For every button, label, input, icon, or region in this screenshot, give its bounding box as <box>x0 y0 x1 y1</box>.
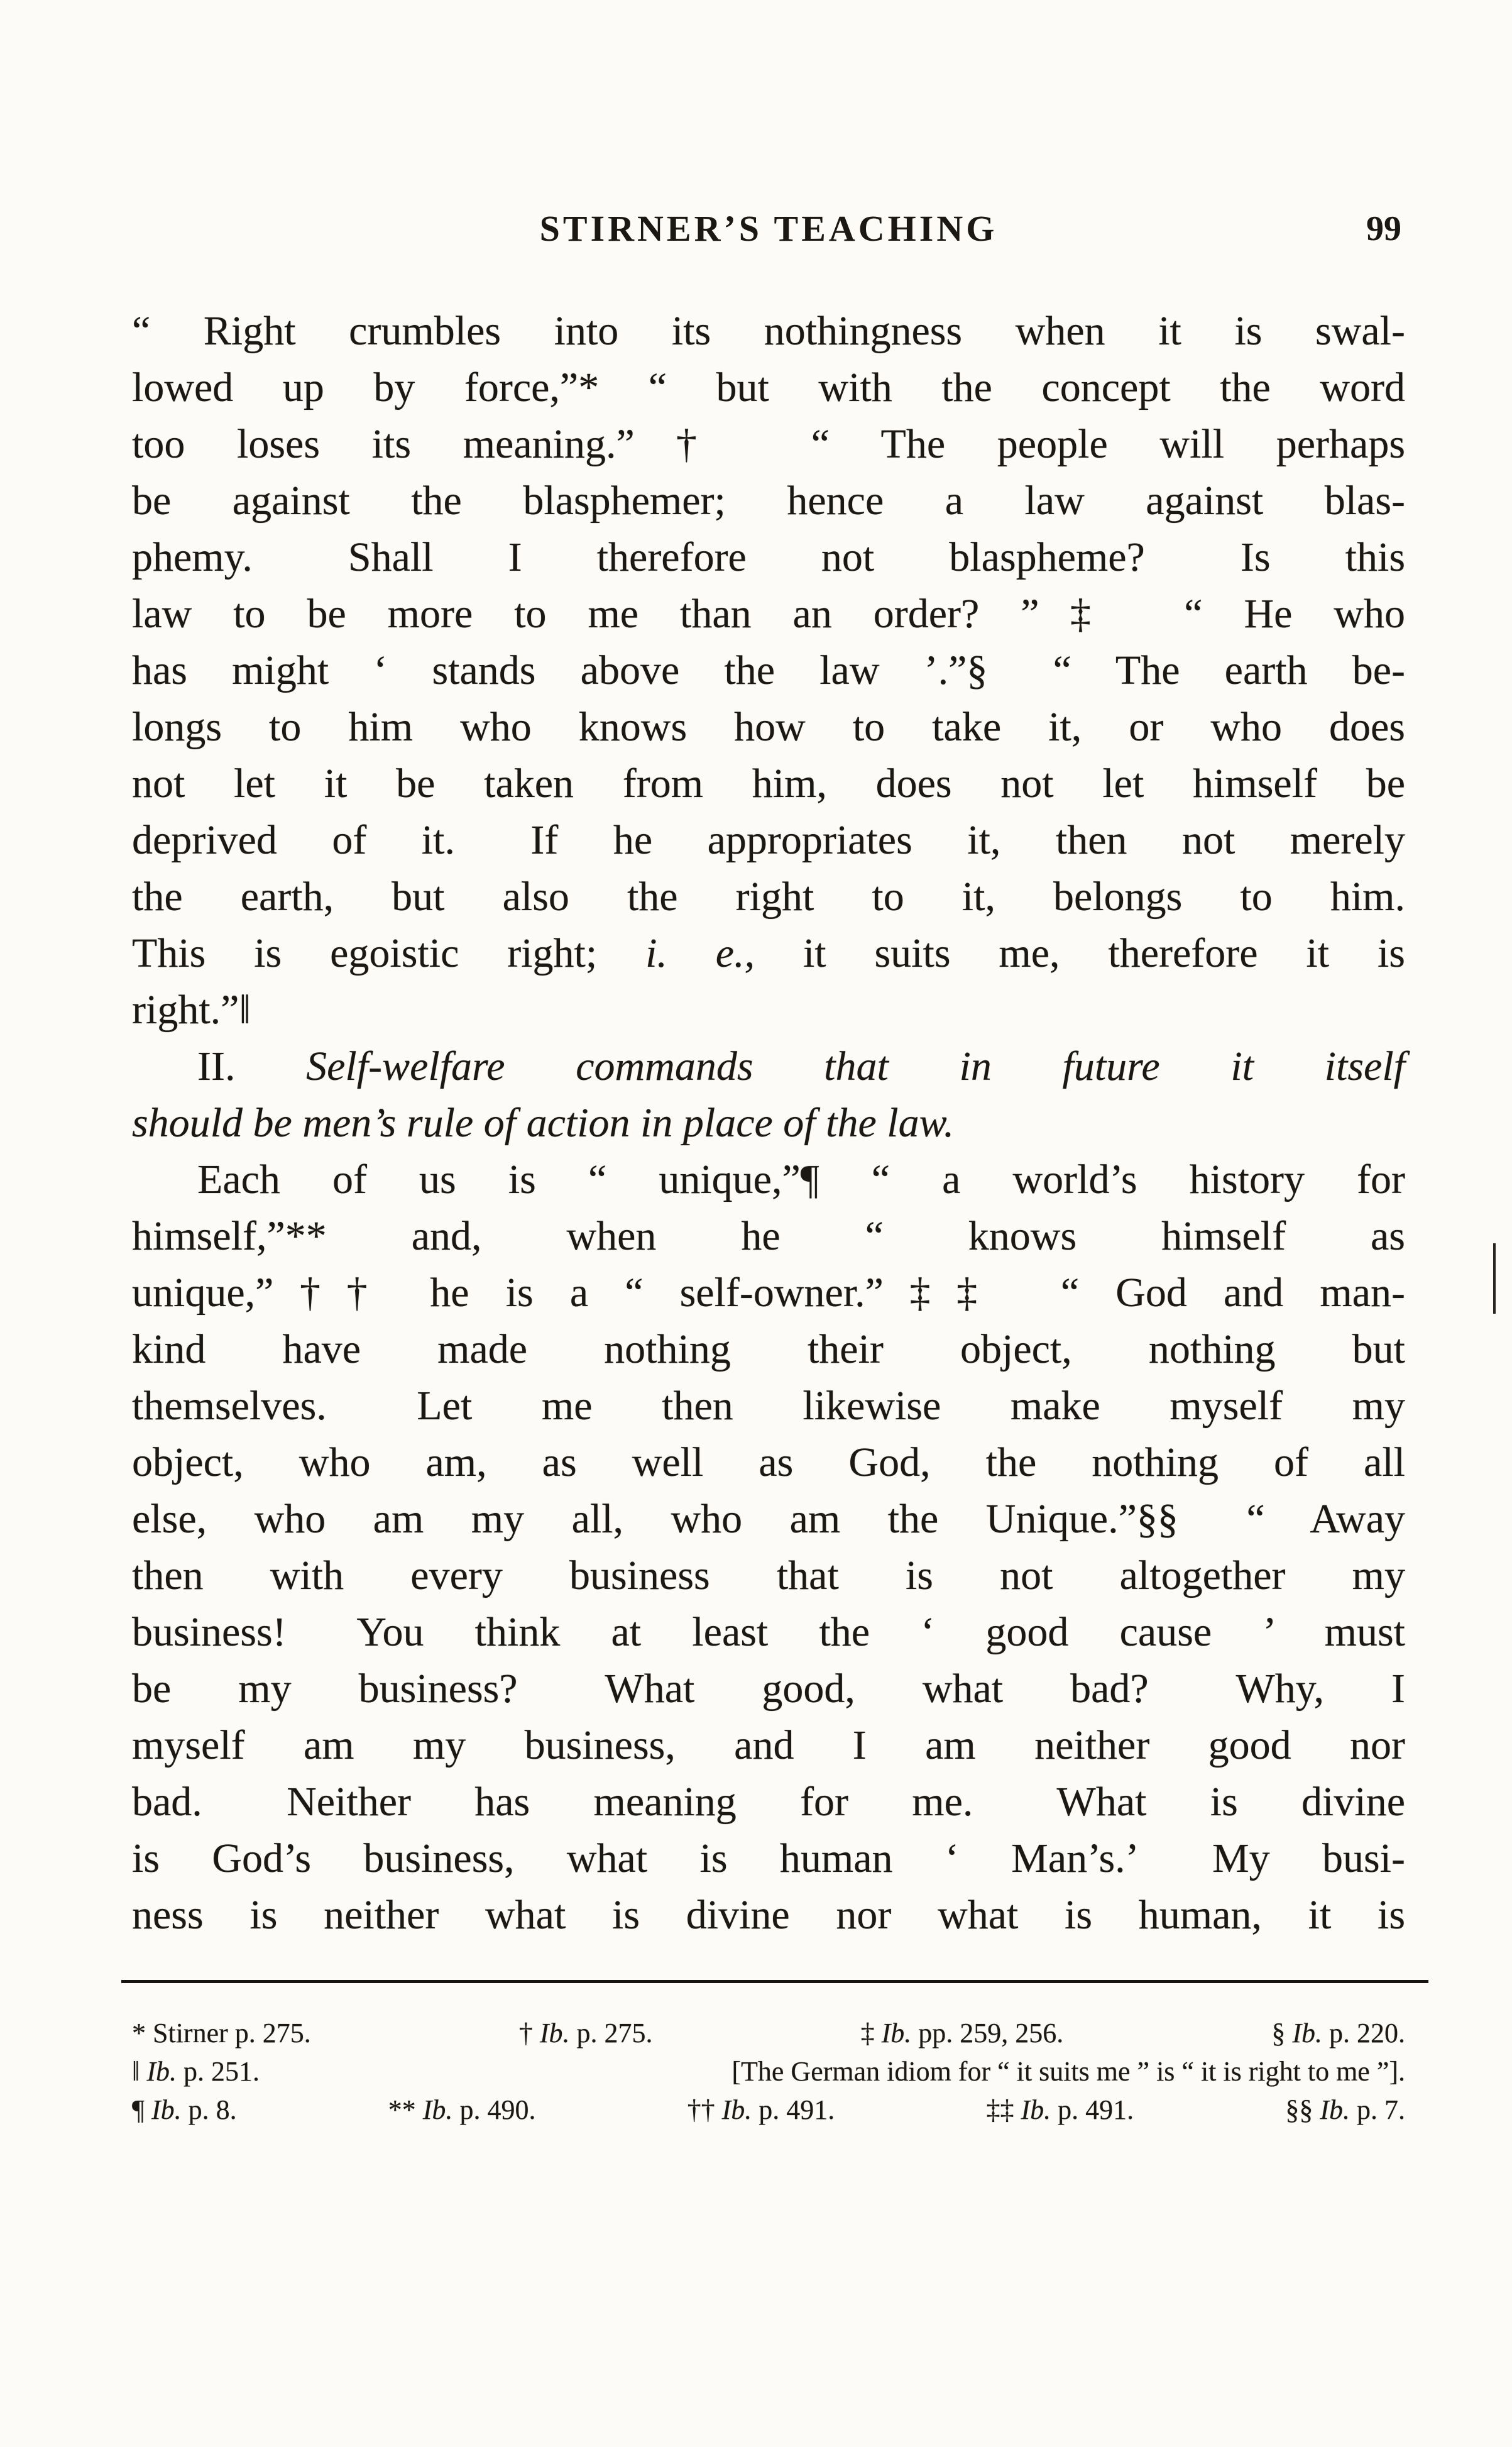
text-run: § <box>1271 2018 1293 2048</box>
italic-text-run: Ib. <box>1320 2094 1350 2125</box>
page-header <box>132 207 1405 258</box>
text-run: †† <box>687 2094 722 2125</box>
text-line <box>132 586 1405 642</box>
text-line <box>132 416 1405 473</box>
text-run: * Stirner p. 275. <box>132 2018 311 2048</box>
text-run: ¶ <box>132 2094 151 2125</box>
text-line <box>132 1095 1405 1152</box>
text-line <box>132 699 1405 756</box>
text-run: p. 490. <box>452 2094 536 2125</box>
footnote-entry <box>388 2091 536 2129</box>
italic-text-run: Ib. <box>151 2094 182 2125</box>
text-run: is God’s business, what is human ‘ Man’s.’ My busi- <box>132 1835 1405 1881</box>
text-run: lowed up by force,”* “ but with the concept the word <box>132 365 1405 410</box>
text-run: ness is neither what is divine nor what is human, it is <box>132 1892 1405 1938</box>
text-line <box>132 1038 1405 1095</box>
text-run: it suits me, therefore it is <box>755 930 1405 976</box>
scan-artifact-line <box>1493 1243 1496 1314</box>
text-line <box>132 642 1405 699</box>
text-run: too loses its meaning.”† “ The people will perhaps <box>132 421 1405 467</box>
running-title: STIRNER’S TEACHING <box>539 208 998 249</box>
text-run: p. 220. <box>1322 2018 1405 2048</box>
italic-text-run: Ib. <box>721 2094 752 2125</box>
text-line <box>132 1717 1405 1774</box>
text-run: “ Right crumbles into its nothingness when it is swal- <box>132 308 1405 354</box>
footnote-entry <box>688 2091 835 2129</box>
text-run: ‡‡ <box>986 2094 1021 2125</box>
text-run: II. <box>197 1043 307 1089</box>
text-line <box>132 982 1405 1038</box>
text-run: p. 491. <box>752 2094 835 2125</box>
text-run: longs to him who knows how to take it, or who does <box>132 704 1405 750</box>
text-line <box>132 1208 1405 1265</box>
text-run: has might ‘ stands above the law ’.”§ “ The earth be- <box>132 647 1405 693</box>
text-line <box>132 925 1405 982</box>
text-run: the earth, but also the right to it, belongs to him. <box>132 874 1405 920</box>
text-run: p. 491. <box>1051 2094 1134 2125</box>
paragraph <box>132 303 1405 1038</box>
page-number: 99 <box>1366 209 1401 248</box>
text-line <box>132 1378 1405 1434</box>
text-run: unique,”†† he is a “ self-owner.”‡‡ “ God and man- <box>132 1270 1405 1316</box>
text-line <box>132 1661 1405 1717</box>
italic-text-run: Ib. <box>539 2018 570 2048</box>
text-run: Each of us is “ unique,”¶ “ a world’s history for <box>197 1157 1405 1202</box>
italic-text-run: should be men’s rule of action in place of the law. <box>132 1100 955 1146</box>
text-run: himself,”** and, when he “ knows himself as <box>132 1213 1405 1259</box>
footnote-row <box>132 2091 1405 2129</box>
italic-text-run: Ib. <box>1292 2018 1322 2048</box>
text-line <box>132 1491 1405 1548</box>
text-line <box>132 360 1405 416</box>
text-run: This is egoistic right; <box>132 930 646 976</box>
text-run: law to be more to me than an order? ”‡ “ He who <box>132 591 1405 637</box>
footnote-entry <box>986 2091 1134 2129</box>
text-line <box>132 1774 1405 1830</box>
footnote-rule <box>121 1980 1428 1983</box>
text-run: ‖ <box>132 2056 147 2087</box>
footnote-entry <box>519 2014 653 2052</box>
text-line <box>132 812 1405 869</box>
text-line <box>132 1434 1405 1491</box>
text-line <box>132 1604 1405 1661</box>
italic-text-run: Ib. <box>422 2094 453 2125</box>
text-line <box>132 473 1405 529</box>
footnotes <box>132 2014 1405 2129</box>
text-run: ‡ <box>860 2018 882 2048</box>
text-run: §§ <box>1285 2094 1320 2125</box>
text-line <box>132 529 1405 586</box>
footnote-entry <box>731 2052 1405 2091</box>
text-run: pp. 259, 256. <box>911 2018 1064 2048</box>
text-run: business! You think at least the ‘ good cause ’ must <box>132 1609 1405 1655</box>
footnote-entry <box>132 2014 311 2052</box>
text-line <box>132 1830 1405 1887</box>
text-run: object, who am, as well as God, the nothing of all <box>132 1439 1405 1485</box>
text-run: deprived of it. If he appropriates it, then not merely <box>132 817 1405 863</box>
paragraph <box>132 1038 1405 1152</box>
text-run: p. 8. <box>181 2094 237 2125</box>
paragraph <box>132 1152 1405 1944</box>
italic-text-run: Self-welfare commands that in future it itself <box>306 1043 1405 1089</box>
text-line <box>132 303 1405 360</box>
text-line <box>132 1321 1405 1378</box>
text-line <box>132 756 1405 812</box>
footnote-entry <box>1271 2014 1405 2052</box>
footnote-entry <box>132 2052 260 2091</box>
text-run: ** <box>388 2094 423 2125</box>
italic-text-run: Ib. <box>1021 2094 1051 2125</box>
italic-text-run: Ib. <box>881 2018 912 2048</box>
text-line <box>132 1152 1405 1208</box>
footnote-entry <box>861 2014 1064 2052</box>
text-run: themselves. Let me then likewise make myself my <box>132 1383 1405 1429</box>
text-line <box>132 1887 1405 1944</box>
text-line <box>132 1265 1405 1321</box>
text-line <box>132 869 1405 925</box>
footnote-row <box>132 2014 1405 2052</box>
text-run: be against the blasphemer; hence a law against blas- <box>132 478 1405 524</box>
text-run: right.”‖ <box>132 987 251 1033</box>
footnote-entry <box>1285 2091 1405 2129</box>
footnote-row <box>132 2052 1405 2091</box>
text-run: not let it be taken from him, does not let himself be <box>132 761 1405 806</box>
text-run: myself am my business, and I am neither good nor <box>132 1722 1405 1768</box>
text-run: bad. Neither has meaning for me. What is divine <box>132 1779 1405 1825</box>
text-run: p. 251. <box>177 2056 260 2087</box>
footnote-entry <box>132 2091 237 2129</box>
text-run: p. 275. <box>569 2018 653 2048</box>
text-run: p. 7. <box>1349 2094 1405 2125</box>
text-line <box>132 1548 1405 1604</box>
italic-text-run: Ib. <box>146 2056 177 2087</box>
text-run: kind have made nothing their object, nothing but <box>132 1326 1405 1372</box>
text-run: phemy. Shall I therefore not blaspheme? Is this <box>132 534 1405 580</box>
text-block <box>132 303 1405 1944</box>
text-run: [The German idiom for “ it suits me ” is “ it is right to me ”]. <box>731 2056 1405 2087</box>
text-run: else, who am my all, who am the Unique.”§§ “ Away <box>132 1496 1405 1542</box>
italic-text-run: i. e., <box>645 930 755 976</box>
text-run: † <box>518 2018 540 2048</box>
text-run: be my business? What good, what bad? Why, I <box>132 1666 1405 1712</box>
text-run: then with every business that is not altogether my <box>132 1553 1405 1598</box>
